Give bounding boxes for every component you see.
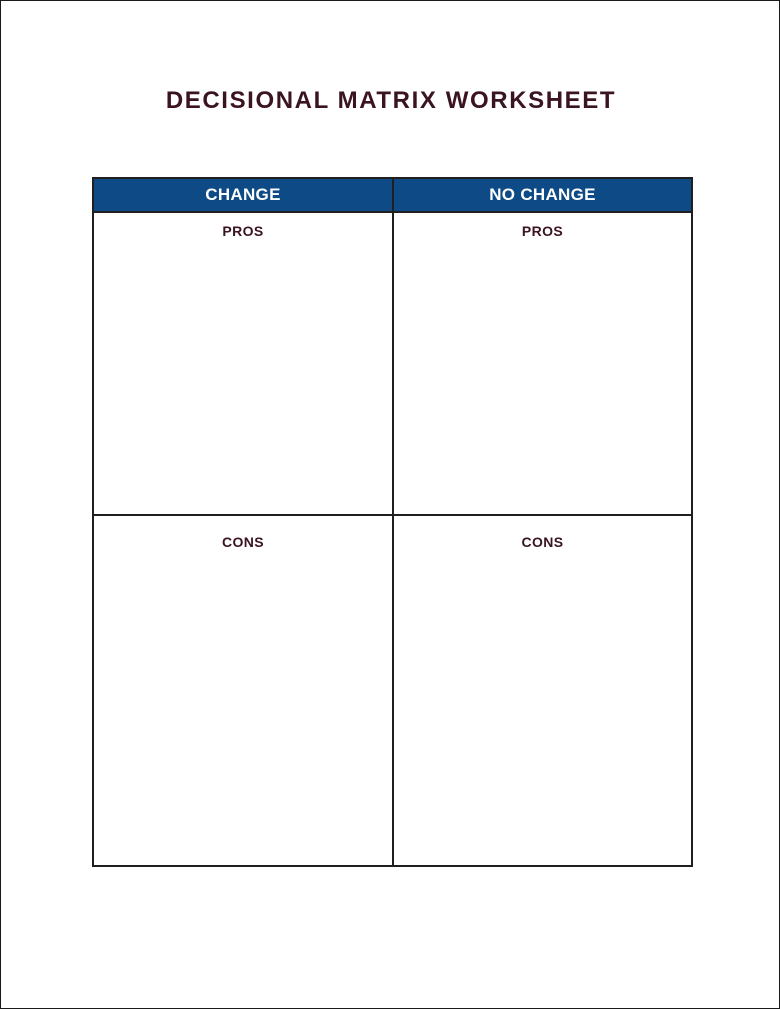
no-change-pros-cell[interactable] xyxy=(394,213,691,514)
page-title: DECISIONAL MATRIX WORKSHEET xyxy=(165,87,617,114)
change-cons-cell[interactable] xyxy=(94,516,392,865)
no-change-cons-cell[interactable] xyxy=(394,516,691,865)
column-header-no-change: NO CHANGE xyxy=(489,185,596,204)
decision-matrix xyxy=(92,177,693,867)
row-divider xyxy=(94,514,691,516)
column-header-change: CHANGE xyxy=(205,185,281,204)
column-divider xyxy=(392,179,394,865)
no-change-pros-label: PROS xyxy=(521,223,564,239)
change-pros-label: PROS xyxy=(222,223,264,239)
no-change-cons-label: CONS xyxy=(521,534,564,550)
change-cons-label: CONS xyxy=(221,534,265,550)
change-pros-cell[interactable] xyxy=(94,213,392,514)
